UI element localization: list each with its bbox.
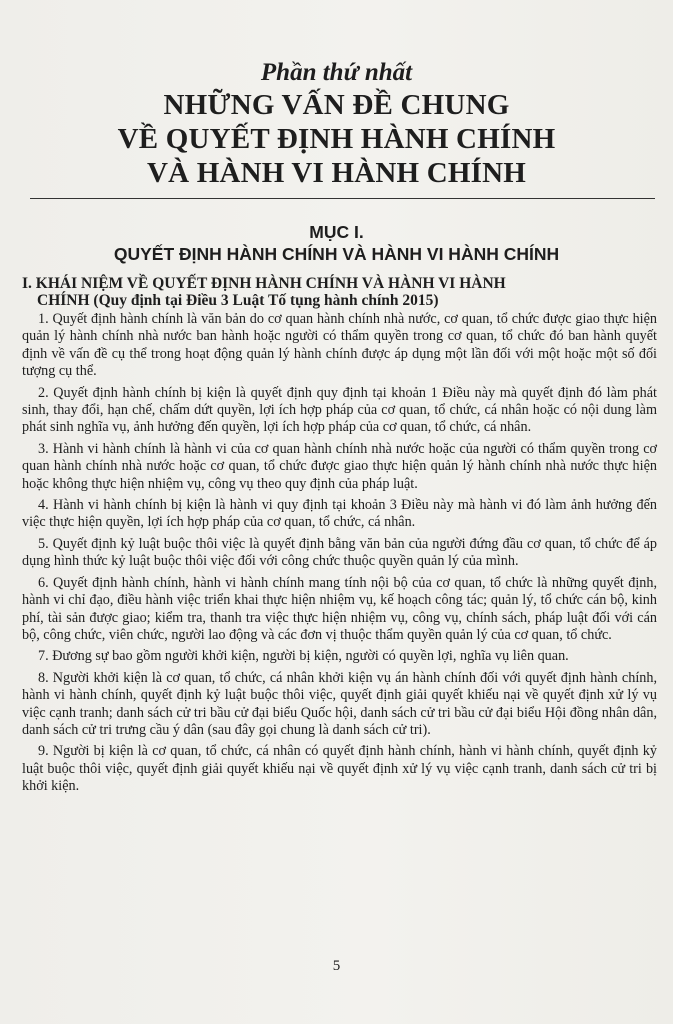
subheading-continuation <box>22 292 657 309</box>
part-header <box>0 0 673 190</box>
paragraph-9: 9. Người bị kiện là cơ quan, tổ chức, cá nhân có quyết định hành chính, hành vi hành chính, quyết định kỷ luật buộc thôi việc, quyết định giải quyết khiếu nại về quyết định xử lý vụ việc cạnh tranh, danh sách cử tri bị khởi kiện. <box>22 743 657 795</box>
paragraph-5: 5. Quyết định kỷ luật buộc thôi việc là quyết định bằng văn bản của người đứng đầu cơ quan, tổ chức để áp dụng hình thức kỷ luật buộc thôi việc đối với công chức thuộc quyền quản lý của mình. <box>22 535 657 570</box>
part-label: Phần thứ nhất <box>260 59 413 86</box>
body-text <box>22 311 657 796</box>
part-title-line-1: NHỮNG VẤN ĐỀ CHUNG <box>163 89 510 121</box>
section-number: MỤC I. <box>309 222 364 242</box>
subheading-main: I. KHÁI NIỆM VỀ QUYẾT ĐỊNH HÀNH CHÍNH VÀ HÀNH VI HÀNH <box>22 275 506 292</box>
subheading <box>22 275 657 309</box>
paragraph-2: 2. Quyết định hành chính bị kiện là quyết định quy định tại khoản 1 Điều này mà quyết định đó làm phát sinh, thay đổi, hạn chế, chấm dứt quyền, lợi ích hợp pháp của cơ quan, tổ chức, cá nhân hoặc có nội dung làm phát sinh nghĩa vụ, ảnh hưởng đến quyền, lợi ích hợp pháp của cơ quan, tổ chức, cá nhân. <box>22 384 657 436</box>
subheading-cont-prefix: CHÍNH <box>37 292 90 309</box>
subheading-legal-reference: (Quy định tại Điều 3 Luật Tố tụng hành chính 2015) <box>89 292 439 309</box>
header-divider <box>30 198 655 199</box>
section-title: QUYẾT ĐỊNH HÀNH CHÍNH VÀ HÀNH VI HÀNH CHÍNH <box>113 244 560 264</box>
part-title-line-3: VÀ HÀNH VI HÀNH CHÍNH <box>146 157 527 189</box>
part-title-line-2: VỀ QUYẾT ĐỊNH HÀNH CHÍNH <box>117 123 556 155</box>
paragraph-6: 6. Quyết định hành chính, hành vi hành chính mang tính nội bộ của cơ quan, tổ chức là những quyết định, hành vi chỉ đạo, điều hành việc triển khai thực hiện nhiệm vụ, kế hoạch công tác; quản lý, tổ chức cán bộ, kinh phí, tài sản được giao; kiểm tra, thanh tra việc thực hiện nhiệm vụ, công vụ, chính sách, pháp luật đối với cán bộ, công chức, viên chức, người lao động và các đơn vị thuộc thẩm quyền quản lý của cơ quan, tổ chức. <box>22 574 657 643</box>
paragraph-4: 4. Hành vi hành chính bị kiện là hành vi quy định tại khoản 3 Điều này mà hành vi đó làm ảnh hưởng đến việc thực hiện quyền, lợi ích hợp pháp của cơ quan, tổ chức, cá nhân. <box>22 497 657 531</box>
paragraph-3: 3. Hành vi hành chính là hành vi của cơ quan hành chính nhà nước hoặc của người có thẩm quyền trong cơ quan hành chính nhà nước hoặc cơ quan, tổ chức được giao thực hiện quản lý hành chính nhà nước thực hiện hoặc không thực hiện nhiệm vụ, công vụ theo quy định của pháp luật. <box>22 440 657 492</box>
paragraph-1: 1. Quyết định hành chính là văn bản do cơ quan hành chính nhà nước, cơ quan, tổ chức được giao thực hiện quản lý hành chính nhà nước ban hành hoặc người có thẩm quyền trong cơ quan, tổ chức đó ban hành quyết định về vấn đề cụ thể trong hoạt động quản lý hành chính được áp dụng một lần đối với một hoặc một số đối tượng cụ thể. <box>22 311 657 380</box>
section-heading <box>0 221 673 265</box>
paragraph-7: 7. Đương sự bao gồm người khởi kiện, người bị kiện, người có quyền lợi, nghĩa vụ liên quan. <box>38 648 569 665</box>
paragraph-8: 8. Người khởi kiện là cơ quan, tổ chức, cá nhân khởi kiện vụ án hành chính đối với quyết định hành chính, hành vi hành chính, quyết định kỷ luật buộc thôi việc, quyết định giải quyết khiếu nại về quyết định xử lý vụ việc cạnh tranh; danh sách cử tri bầu cử đại biểu Quốc hội, danh sách cử tri bầu cử đại biểu Hội đồng nhân dân, danh sách cử tri trưng cầu ý dân (sau đây gọi chung là danh sách cử tri). <box>22 669 657 738</box>
page-number: 5 <box>332 958 341 974</box>
